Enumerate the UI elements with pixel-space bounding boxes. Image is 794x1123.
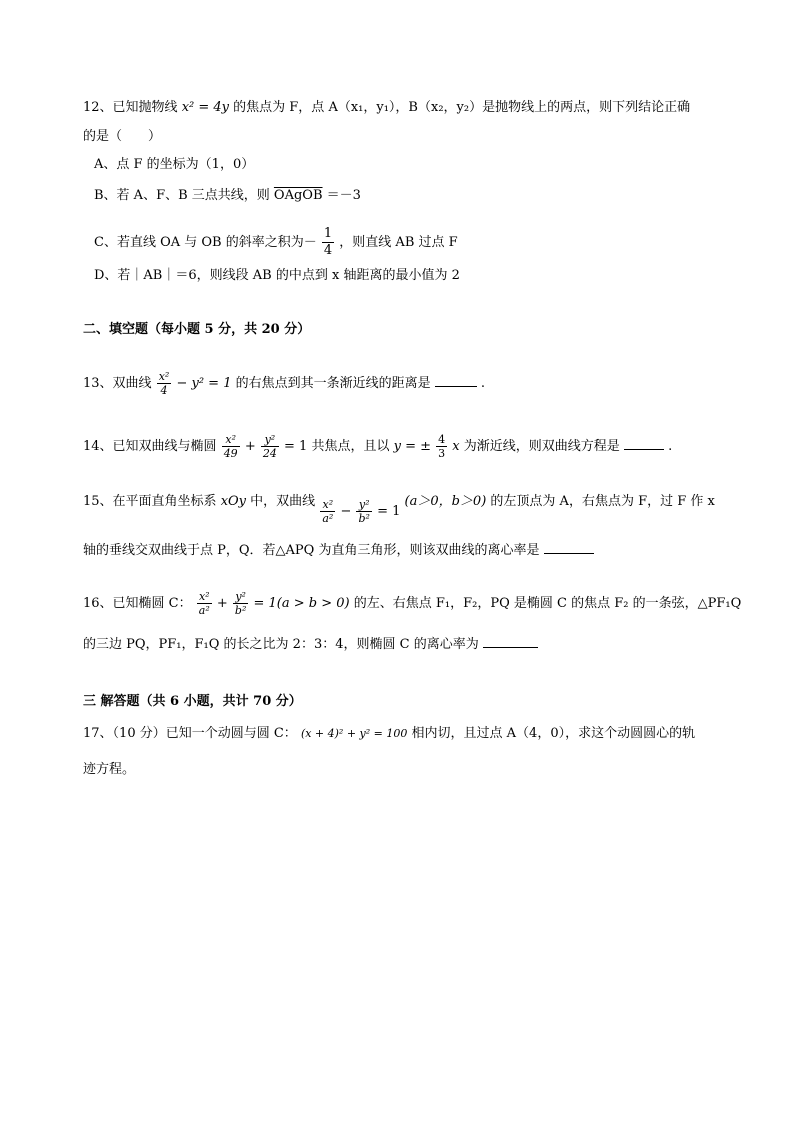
q12-option-d: D、若｜AB｜＝6，则线段 AB 的中点到 x 轴距离的最小值为 2	[94, 268, 460, 283]
q15-line2: 轴的垂线交双曲线于点 P，Q．若△APQ 为直角三角形，则该双曲线的离心率是	[83, 541, 594, 561]
fraction-y2-over-b2: $\frac{\text{y²}}{\text{b²}}$	[234, 590, 247, 617]
fraction-one-quarter: $\frac{1}{4}$	[323, 226, 333, 258]
fraction-4-over-3: $\frac{4}{3}$	[438, 433, 446, 460]
q12-option-c: C、若直线 OA 与 OB 的斜率之积为－ $\frac{1}{4}$ ，则直线 AB 过点 F	[94, 226, 458, 258]
answer-blank	[624, 437, 664, 450]
answer-blank	[435, 374, 477, 387]
q15-hyperbola-eq: $\frac{\text{x²}}{\text{a²}}$ − $\frac{\text{y²}}{\text{b²}}$ = 1	[322, 498, 401, 525]
section-title-solutions: 三 解答题（共 6 小题，共计 70 分）	[83, 694, 302, 709]
fraction-x2-over-a2: $\frac{\text{x²}}{\text{a²}}$	[198, 590, 210, 617]
q15-line1: 15、在平面直角坐标系 xOy 中，双曲线 $\frac{\text{x²}}{\text{a²}}$ − $\frac{\text{y²}}{\text{b²}}$ = 1 (a＞0，b＞0) 的左顶点为 A，右焦点为 F，过 F 作 x	[83, 494, 715, 525]
q16-line2: 的三边 PQ，PF₁，F₁Q 的长之比为 2：3：4，则椭圆 C 的离心率为	[83, 635, 538, 655]
q16-line1: 16、已知椭圆 C： $\frac{\text{x²}}{\text{a²}}$ + $\frac{\text{y²}}{\text{b²}}$ = 1(a > b > 0) 的左、右焦点 F₁，F₂，PQ 是椭圆 C 的焦点 F₂ 的一条弦，△PF₁Q	[83, 590, 742, 617]
q17-line1: 17、（10 分）已知一个动圆与圆 C： (x + 4)² + y² = 100 相内切，且过点 A（4，0），求这个动圆圆心的轨	[83, 726, 696, 741]
fraction-x2-over-4: $\frac{\text{x²}}{4}$	[158, 370, 170, 397]
section-title-fill-in: 二、填空题（每小题 5 分，共 20 分）	[83, 322, 311, 337]
q12-option-b: B、若 A、F、B 三点共线，则 OAgOB ＝－3	[94, 188, 361, 203]
q17-line2: 迹方程。	[83, 762, 136, 777]
q14-line: 14、已知双曲线与椭圆 $\frac{\text{x²}}{49}$ + $\frac{\text{y²}}{24}$ = 1 共焦点，且以 y = ± $\frac{4}{3}$ x 为渐近线，则双曲线方程是 .	[83, 433, 673, 460]
answer-blank	[483, 635, 538, 648]
vector-dot-product: OAgOB	[273, 188, 323, 203]
q12-stem-line2: 的是（ ）	[83, 129, 162, 144]
q12-parabola-eq: x² = 4y	[181, 100, 230, 115]
answer-blank	[544, 541, 594, 554]
q17-circle-eq: (x + 4)² + y² = 100	[300, 727, 408, 740]
q12-stem-line1: 12、已知抛物线 x² = 4y 的焦点为 F，点 A（x₁，y₁），B（x₂，y₂）是抛物线上的两点，则下列结论正确	[83, 100, 691, 115]
q13-line: 13、双曲线 $\frac{\text{x²}}{4}$ − y² = 1 的右焦点到其一条渐近线的距离是 .	[83, 370, 486, 397]
fraction-x2-over-49: $\frac{\text{x²}}{49}$	[223, 433, 238, 460]
fraction-y2-over-24: $\frac{\text{y²}}{24}$	[262, 433, 277, 460]
q12-option-a: A、点 F 的坐标为（1，0）	[94, 157, 255, 172]
